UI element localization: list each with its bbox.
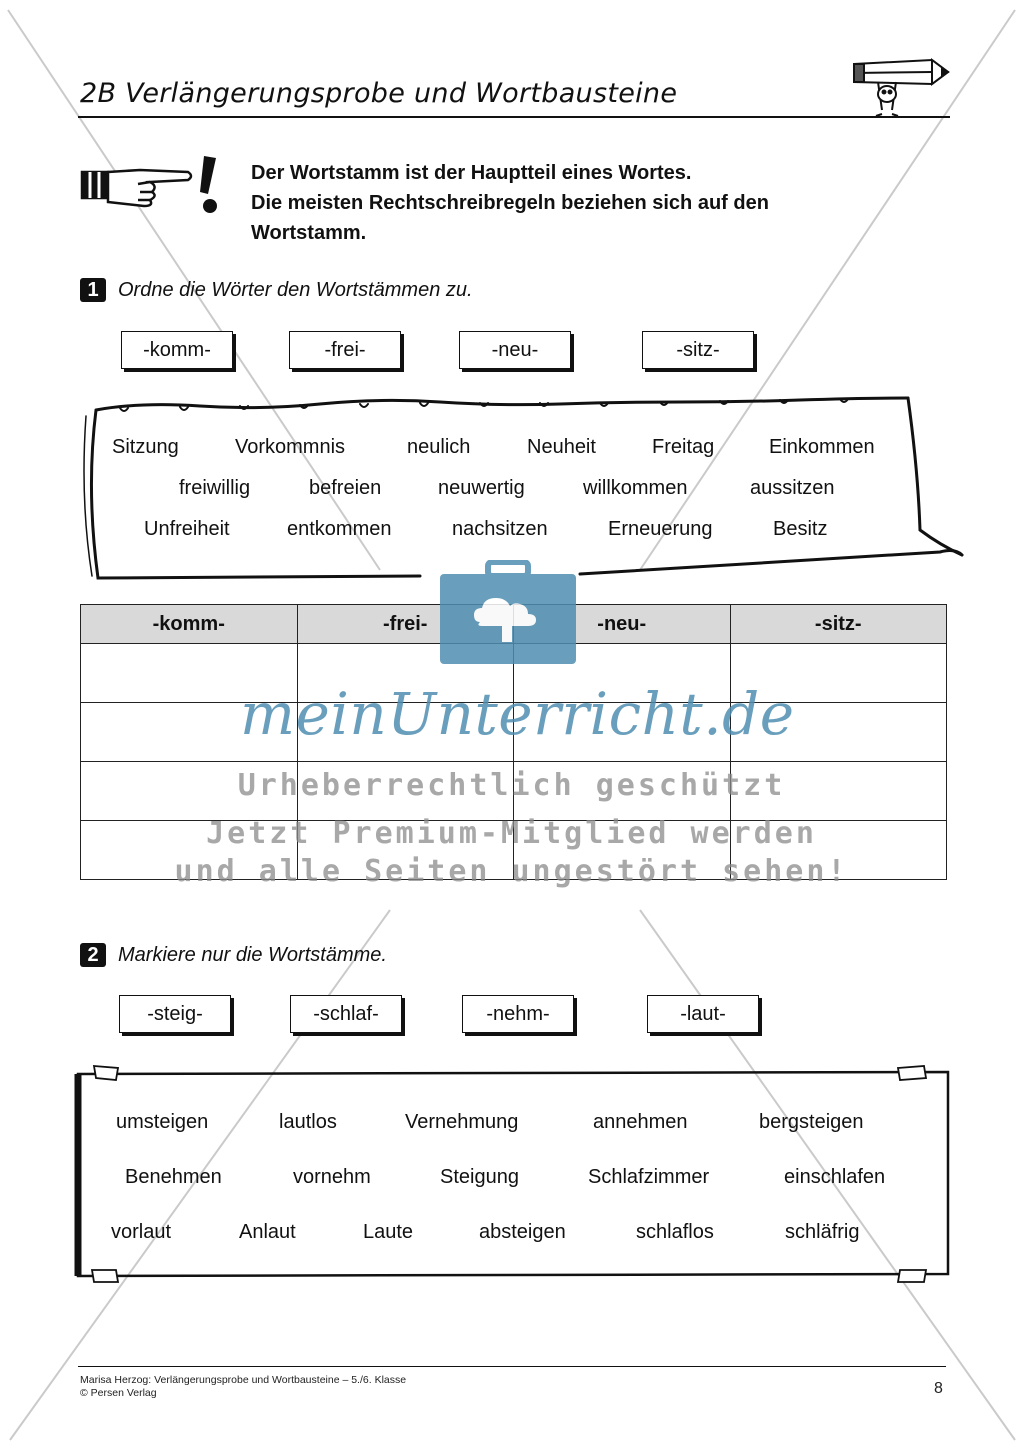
briefcase-cloud-icon <box>440 560 576 664</box>
table-header: -sitz- <box>730 605 947 644</box>
info-box-text <box>251 158 769 248</box>
word-item: Schlafzimmer <box>588 1166 710 1188</box>
footer-author: Marisa Herzog: Verlängerungsprobe und Wortbausteine – 5./6. Klasse <box>80 1374 407 1386</box>
word-item: schläfrig <box>785 1221 860 1243</box>
word-item: Einkommen <box>769 436 875 458</box>
word-item: annehmen <box>593 1111 688 1133</box>
stem-box-frei: -frei- <box>289 331 401 369</box>
task-2-heading <box>80 943 387 967</box>
task-1-number: 1 <box>80 278 106 302</box>
page-number: 8 <box>934 1380 943 1397</box>
word-item: Anlaut <box>239 1221 296 1243</box>
word-item: Laute <box>363 1221 414 1243</box>
word-item: Sitzung <box>112 436 179 458</box>
word-item: Vorkommnis <box>235 436 346 458</box>
word-item: Unfreiheit <box>144 518 230 540</box>
pointing-hand-icon <box>80 152 230 216</box>
word-item: Vernehmung <box>405 1111 519 1133</box>
stem-box-laut: -laut- <box>647 995 759 1033</box>
word-item: willkommen <box>583 477 688 499</box>
task-2-instruction: Markiere nur die Wortstämme. <box>118 943 387 966</box>
word-item: lautlos <box>279 1111 337 1133</box>
stem-box-steig: -steig- <box>119 995 231 1033</box>
word-item: neuwertig <box>438 477 525 499</box>
info-line: Wortstamm. <box>251 222 367 244</box>
watermark-premium-line-2: und alle Seiten ungestört sehen! <box>174 854 849 889</box>
table-header: -neu- <box>514 605 731 644</box>
stem-box-nehm: -nehm- <box>462 995 574 1033</box>
task-2-number: 2 <box>80 943 106 967</box>
watermark-brand: meinUnterricht.de <box>240 680 795 748</box>
word-item: Benehmen <box>125 1166 222 1188</box>
word-item: Steigung <box>440 1166 519 1188</box>
word-item: vornehm <box>293 1166 371 1188</box>
pencil-mascot-icon <box>848 52 952 120</box>
header-divider <box>78 116 950 118</box>
word-item: Erneuerung <box>608 518 713 540</box>
stem-box-neu: -neu- <box>459 331 571 369</box>
word-item: Neuheit <box>527 436 596 458</box>
stem-box-sitz: -sitz- <box>642 331 754 369</box>
stem-box-schlaf: -schlaf- <box>290 995 402 1033</box>
footer-credits <box>80 1374 406 1400</box>
word-item: befreien <box>309 477 382 499</box>
watermark-premium-line-1: Jetzt Premium-Mitglied werden <box>206 816 817 851</box>
word-item: absteigen <box>479 1221 566 1243</box>
stem-box-komm: -komm- <box>121 331 233 369</box>
footer-publisher: © Persen Verlag <box>80 1387 157 1399</box>
word-item: bergsteigen <box>759 1111 864 1133</box>
page-title: 2B Verlängerungsprobe und Wortbausteine <box>80 78 678 109</box>
word-item: umsteigen <box>116 1111 209 1133</box>
word-item: aussitzen <box>750 477 835 499</box>
task-1-heading <box>80 278 473 302</box>
info-line: Die meisten Rechtschreibregeln beziehen sich auf den <box>251 192 769 214</box>
word-item: neulich <box>407 436 471 458</box>
word-item: vorlaut <box>111 1221 172 1243</box>
word-item: einschlafen <box>784 1166 886 1188</box>
footer-divider <box>78 1366 946 1367</box>
table-header: -frei- <box>297 605 514 644</box>
task-1-instruction: Ordne die Wörter den Wortstämmen zu. <box>118 278 473 301</box>
word-item: Freitag <box>652 436 715 458</box>
word-item: nachsitzen <box>452 518 548 540</box>
word-item: entkommen <box>287 518 392 540</box>
word-item: freiwillig <box>179 477 251 499</box>
info-line: Der Wortstamm ist der Hauptteil eines Wortes. <box>251 162 692 184</box>
word-item: schlaflos <box>636 1221 714 1243</box>
table-header: -komm- <box>81 605 298 644</box>
word-item: Besitz <box>773 518 828 540</box>
watermark-copyright: Urheberrechtlich geschützt <box>237 768 786 803</box>
